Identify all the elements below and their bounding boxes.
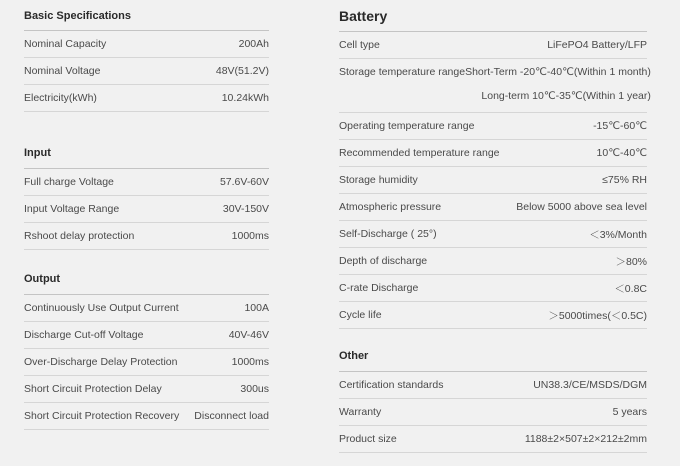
spec-label: Over-Discharge Delay Protection (24, 356, 178, 368)
spec-value: 100A (244, 302, 269, 314)
spec-label: Rshoot delay protection (24, 230, 135, 242)
spec-value-long-term: Long-term 10℃-35℃(Within 1 year) (481, 90, 651, 102)
spec-label: Product size (339, 433, 397, 445)
spec-label: Input Voltage Range (24, 203, 120, 215)
other-section (339, 348, 647, 453)
spec-label: Electricity(kWh) (24, 92, 97, 104)
spec-label: Certification standards (339, 379, 444, 391)
spec-label: Self-Discharge ( 25°) (339, 228, 437, 240)
spec-value: 1188±2×507±2×212±2mm (524, 433, 647, 445)
spec-label: Warranty (339, 406, 382, 418)
spec-value: 48V(51.2V) (215, 65, 269, 77)
spec-value-short-term: Short-Term -20℃-40℃(Within 1 month) (465, 66, 651, 78)
spec-row (24, 349, 269, 376)
spec-row (24, 223, 269, 250)
spec-value: UN38.3/CE/MSDS/DGM (533, 379, 647, 391)
spec-value: 1000ms (231, 230, 269, 242)
spec-label: Cycle life (339, 309, 382, 321)
spec-label: Discharge Cut-off Voltage (24, 329, 144, 341)
spec-label: C-rate Discharge (339, 282, 419, 294)
spec-value: ＞80% (615, 255, 647, 268)
spec-label: Cell type (339, 39, 380, 51)
spec-row (24, 295, 269, 322)
spec-row (24, 58, 269, 85)
spec-value: 300us (240, 383, 269, 395)
spec-label: Short Circuit Protection Recovery (24, 410, 180, 422)
spec-row (24, 85, 269, 112)
spec-value: 10.24kWh (221, 92, 269, 104)
spec-value (465, 59, 651, 102)
spec-row (24, 31, 269, 58)
spec-label: Storage humidity (339, 174, 418, 186)
battery-section (339, 6, 651, 329)
section-title-input: Input (24, 147, 51, 159)
spec-row (24, 322, 269, 349)
spec-row (339, 372, 647, 399)
spec-value: 10℃-40℃ (596, 147, 647, 159)
spec-value: 200Ah (238, 38, 269, 50)
spec-value: ≤75% RH (602, 174, 647, 186)
spec-row (24, 196, 269, 223)
spec-value: 5 years (612, 406, 647, 418)
spec-label: Recommended temperature range (339, 147, 500, 159)
spec-label: Full charge Voltage (24, 176, 114, 188)
section-title-output: Output (24, 273, 61, 285)
spec-row (339, 248, 647, 275)
output-section (24, 271, 269, 430)
spec-row (339, 113, 647, 140)
spec-value: LiFePO4 Battery/LFP (547, 39, 647, 51)
spec-row (24, 376, 269, 403)
spec-value: ＜0.8C (614, 282, 647, 295)
spec-row (339, 32, 647, 59)
spec-row (339, 426, 647, 453)
spec-label: Nominal Voltage (24, 65, 101, 77)
spec-label: Storage temperature range (339, 66, 466, 78)
spec-value: 57.6V-60V (219, 176, 269, 188)
spec-label: Continuously Use Output Current (24, 302, 179, 314)
spec-row (339, 221, 647, 248)
spec-label: Depth of discharge (339, 255, 428, 267)
spec-label: Atmospheric pressure (339, 201, 442, 213)
basic-specifications-section (24, 8, 269, 112)
spec-value: Disconnect load (194, 410, 269, 422)
spec-row (24, 169, 269, 196)
section-title-battery: Battery (339, 8, 388, 24)
spec-label: Nominal Capacity (24, 38, 107, 50)
spec-row (339, 302, 647, 329)
spec-row (339, 167, 647, 194)
spec-value: 1000ms (231, 356, 269, 368)
spec-row (339, 140, 647, 167)
spec-row (339, 399, 647, 426)
spec-value: -15℃-60℃ (593, 120, 647, 132)
spec-row (24, 403, 269, 430)
spec-label: Operating temperature range (339, 120, 475, 132)
spec-label: Short Circuit Protection Delay (24, 383, 162, 395)
spec-value: ＜3%/Month (589, 228, 647, 241)
spec-row (339, 59, 651, 113)
section-title-other: Other (339, 350, 369, 362)
section-title-basic: Basic Specifications (24, 10, 131, 22)
spec-value: 30V-150V (222, 203, 269, 215)
spec-value: ＞5000times(＜0.5C) (548, 309, 647, 322)
spec-value: Below 5000 above sea level (516, 201, 647, 213)
spec-row (339, 194, 647, 221)
input-section (24, 145, 269, 250)
spec-row (339, 275, 647, 302)
spec-value: 40V-46V (228, 329, 269, 341)
